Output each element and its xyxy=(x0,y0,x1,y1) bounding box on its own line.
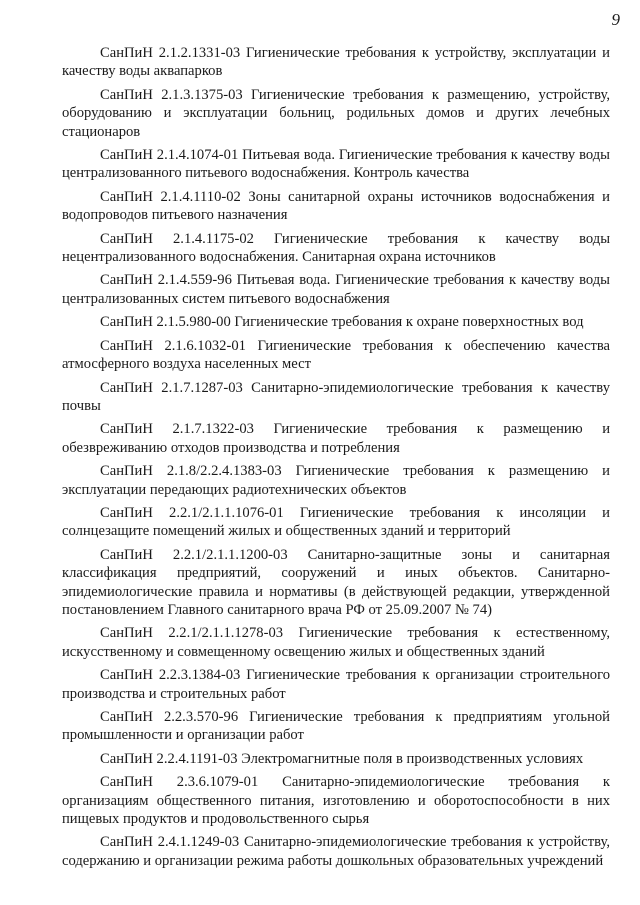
list-item: СанПиН 2.1.7.1287-03 Санитарно-эпидемиологические требования к качеству почвы xyxy=(62,379,610,414)
list-item: СанПиН 2.1.5.980-00 Гигиенические требования к охране поверхностных вод xyxy=(100,314,584,331)
list-item: СанПиН 2.1.7.1322-03 Гигиенические требования к размещению и обезвреживанию отходов производства и потребления xyxy=(62,421,610,456)
list-item: СанПиН 2.1.4.1074-01 Питьевая вода. Гигиенические требования к качеству воды централизованного питьевого водоснабжения. Контроль качества xyxy=(62,147,610,182)
list-item: СанПиН 2.2.1/2.1.1.1076-01 Гигиенические требования к инсоляции и солнцезащите помещений жилых и общественных зданий и территорий xyxy=(62,504,610,540)
page-number: 9 xyxy=(611,10,620,29)
list-item: СанПиН 2.4.1.1249-03 Санитарно-эпидемиологические требования к устройству, содержанию и организации режима работы дошкольных образовательных учреждений xyxy=(62,834,610,869)
list-item: СанПиН 2.1.4.1175-02 Гигиенические требования к качеству воды нецентрализованного водоснабжения. Санитарная охрана источников xyxy=(62,230,610,266)
list-item: СанПиН 2.1.8/2.2.4.1383-03 Гигиенические требования к размещению и эксплуатации передающих радиотехнических объектов xyxy=(62,463,610,498)
list-item: СанПиН 2.1.4.1110-02 Зоны санитарной охраны источников водоснабжения и водопроводов питьевого назначения xyxy=(62,188,610,224)
document-body xyxy=(62,44,610,875)
list-item: СанПиН 2.2.3.570-96 Гигиенические требования к предприятиям угольной промышленности и организации работ xyxy=(62,709,610,744)
list-item: СанПиН 2.1.3.1375-03 Гигиенические требования к размещению, устройству, оборудованию и эксплуатации больниц, родильных домов и других лечебных стационаров xyxy=(62,86,610,140)
list-item: СанПиН 2.1.2.1331-03 Гигиенические требования к устройству, эксплуатации и качеству воды аквапарков xyxy=(62,45,610,80)
list-item: СанПиН 2.2.1/2.1.1.1200-03 Санитарно-защитные зоны и санитарная классификация предприятий, сооружений и иных объектов. Санитарно-эпидемиологические правила и нормативы (в действующей редакции, утвержденной постановлением Главного санитарного врача РФ от 25.09.2007 № 74) xyxy=(62,546,610,618)
list-item: СанПиН 2.2.1/2.1.1.1278-03 Гигиенические требования к естественному, искусственному и совмещенному освещению жилых и общественных зданий xyxy=(62,625,610,660)
list-item: СанПиН 2.1.4.559-96 Питьевая вода. Гигиенические требования к качеству воды централизованных систем питьевого водоснабжения xyxy=(62,272,610,307)
list-item: СанПиН 2.1.6.1032-01 Гигиенические требования к обеспечению качества атмосферного воздуха населенных мест xyxy=(62,337,610,373)
list-item: СанПиН 2.3.6.1079-01 Санитарно-эпидемиологические требования к организациям общественного питания, изготовлению и оборотоспособности в них пищевых продуктов и продовольственного сырья xyxy=(62,774,610,828)
list-item: СанПиН 2.2.3.1384-03 Гигиенические требования к организации строительного производства и строительных работ xyxy=(62,667,610,702)
list-item: СанПиН 2.2.4.1191-03 Электромагнитные поля в производственных условиях xyxy=(100,750,584,767)
